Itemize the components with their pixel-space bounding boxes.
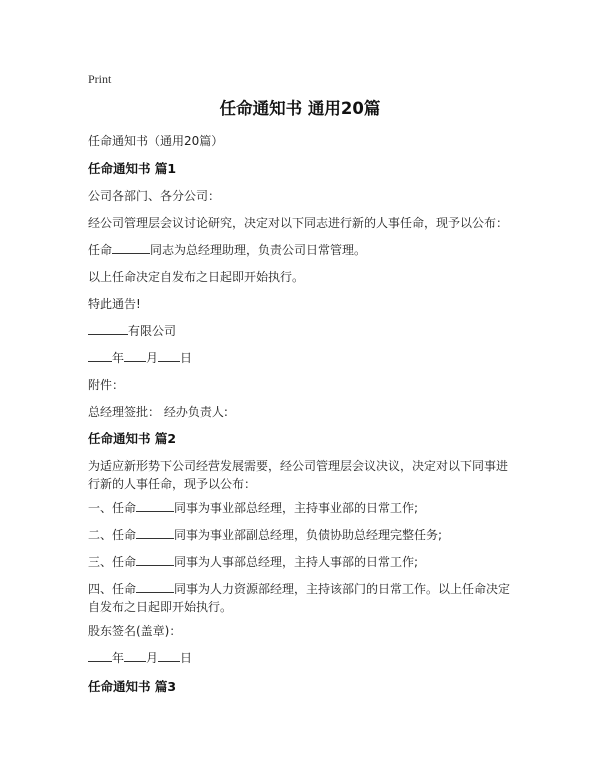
item-suffix: 同事为事业部总经理，主持事业部的日常工作; [174,501,419,515]
blank-line [158,650,180,662]
blank-line [124,350,146,362]
blank-line [158,350,180,362]
section3-heading: 任命通知书 篇3 [88,679,177,694]
blank-line [88,323,128,335]
page-title: 任命通知书 通用20篇 [219,99,381,118]
date-month: 月 [146,651,159,665]
subtitle: 任命通知书（通用20篇） [88,134,224,148]
section1-company [88,322,176,340]
item-suffix: 同事为人事部总经理，主持人事部的日常工作; [174,555,419,569]
date-year: 年 [112,651,125,665]
blank-line [88,650,112,662]
item-prefix: 二、任命 [88,528,137,542]
section2-item4 [88,580,518,616]
section1-date [88,349,192,367]
item-prefix: 一、任命 [88,501,137,515]
section1-signatures: 总经理签批： 经办负责人: [88,405,228,419]
section1-appointment [88,241,366,259]
section2-item3 [88,553,418,571]
item-suffix: 同事为人力资源部经理，主持该部门的日常工作。以上任命决定自发布之日起即开始执行。 [88,582,511,614]
date-year: 年 [112,351,125,365]
blank-line [136,500,174,512]
date-month: 月 [146,351,159,365]
blank-line [136,581,174,593]
item-prefix: 四、任命 [88,582,137,596]
blank-line [136,527,174,539]
section1-effective: 以上任命决定自发布之日起即开始执行。 [88,270,305,284]
section2-date [88,649,192,667]
section2-sign: 股东签名(盖章)： [88,624,182,638]
section1-notice: 特此通告! [88,297,141,311]
section1-intro: 经公司管理层会议讨论研究，决定对以下同志进行新的人事任命，现予以公布： [88,216,509,230]
section1-attachment: 附件： [88,378,125,392]
section2-heading: 任命通知书 篇2 [88,431,177,446]
item-prefix: 三、任命 [88,555,137,569]
blank-line [124,650,146,662]
section2-intro: 为适应新形势下公司经营发展需要，经公司管理层会议决议，决定对以下同事进行新的人事任命，现予以公布： [88,459,509,491]
blank-line [88,350,112,362]
blank-line [112,242,150,254]
date-day: 日 [180,651,193,665]
blank-line [136,554,174,566]
section1-heading: 任命通知书 篇1 [88,161,177,176]
item-suffix: 同事为事业部副总经理，负债协助总经理完整任务; [174,528,443,542]
section1-greeting: 公司各部门、各分公司： [88,189,221,203]
section2-item2 [88,526,442,544]
date-day: 日 [180,351,193,365]
print-link[interactable]: Print [88,72,112,86]
section2-item1 [88,499,418,517]
appoint-prefix: 任命 [88,243,113,257]
company-suffix: 有限公司 [128,324,177,338]
appoint-suffix: 同志为总经理助理，负责公司日常管理。 [150,243,367,257]
